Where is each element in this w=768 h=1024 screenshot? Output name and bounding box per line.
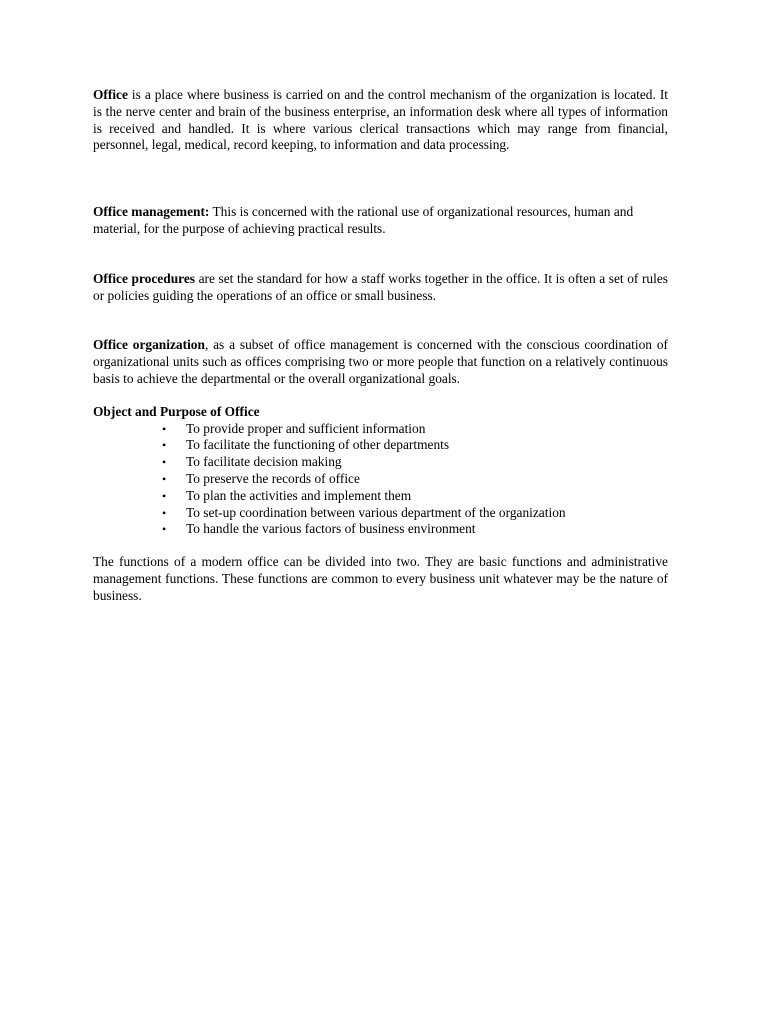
bullet-icon: • xyxy=(162,421,167,436)
term-office-organization: Office organization xyxy=(93,337,205,353)
office-organization-definition xyxy=(93,337,668,387)
bullet-icon: • xyxy=(162,471,167,486)
list-item xyxy=(160,521,668,538)
office-organization-definition-text: , as a subset of office management is concerned with the conscious coordination of organizational units such as offices comprising two or more people that function on a relatively continuous basis to achieve the departmental or the overall organizational goals. xyxy=(93,337,668,386)
objectives-heading: Object and Purpose of Office xyxy=(93,403,260,419)
list-item xyxy=(160,488,668,505)
bullet-icon: • xyxy=(162,455,167,470)
office-procedures-definition xyxy=(93,271,668,305)
bullet-icon: • xyxy=(162,522,167,537)
office-definition-text: is a place where business is carried on and the control mechanism of the organization is located. It is the nerve center and brain of the business enterprise, an information desk where all types of information is received and handled. It is where various clerical transactions which may range from financial, personnel, legal, medical, record keeping, to information and data processing. xyxy=(93,87,668,153)
objectives-section xyxy=(93,404,668,538)
document-page xyxy=(93,87,668,605)
office-management-definition-text: This is concerned with the rational use of organizational resources, human and material, for the purpose of achieving practical results. xyxy=(93,204,634,236)
list-item-text: To facilitate decision making xyxy=(186,454,342,470)
bullet-icon: • xyxy=(162,505,167,520)
term-office: Office xyxy=(93,87,128,102)
list-item xyxy=(160,471,668,488)
closing-paragraph: The functions of a modern office can be divided into two. They are basic functions and administrative management functions. These functions are common to every business unit whatever may be the nature of business. xyxy=(93,554,668,603)
list-item-text: To plan the activities and implement them xyxy=(186,487,412,503)
office-management-definition xyxy=(93,204,668,238)
term-office-procedures: Office procedures xyxy=(93,270,195,286)
list-item-text: To provide proper and sufficient information xyxy=(186,420,426,436)
office-procedures-definition-text: are set the standard for how a staff works together in the office. It is often a set of rules or policies guiding the operations of an office or small business. xyxy=(93,270,668,303)
list-item-text: To handle the various factors of business environment xyxy=(186,521,476,537)
list-item xyxy=(160,421,668,438)
bullet-icon: • xyxy=(162,438,167,453)
list-item-text: To set-up coordination between various department of the organization xyxy=(186,504,566,520)
bullet-icon: • xyxy=(162,488,167,503)
list-item xyxy=(160,437,668,454)
office-definition xyxy=(93,87,668,154)
objectives-list xyxy=(93,421,668,539)
term-office-management: Office management: xyxy=(93,204,210,220)
list-item-text: To preserve the records of office xyxy=(186,470,360,486)
list-item xyxy=(160,454,668,471)
list-item xyxy=(160,505,668,522)
list-item-text: To facilitate the functioning of other departments xyxy=(186,437,450,453)
